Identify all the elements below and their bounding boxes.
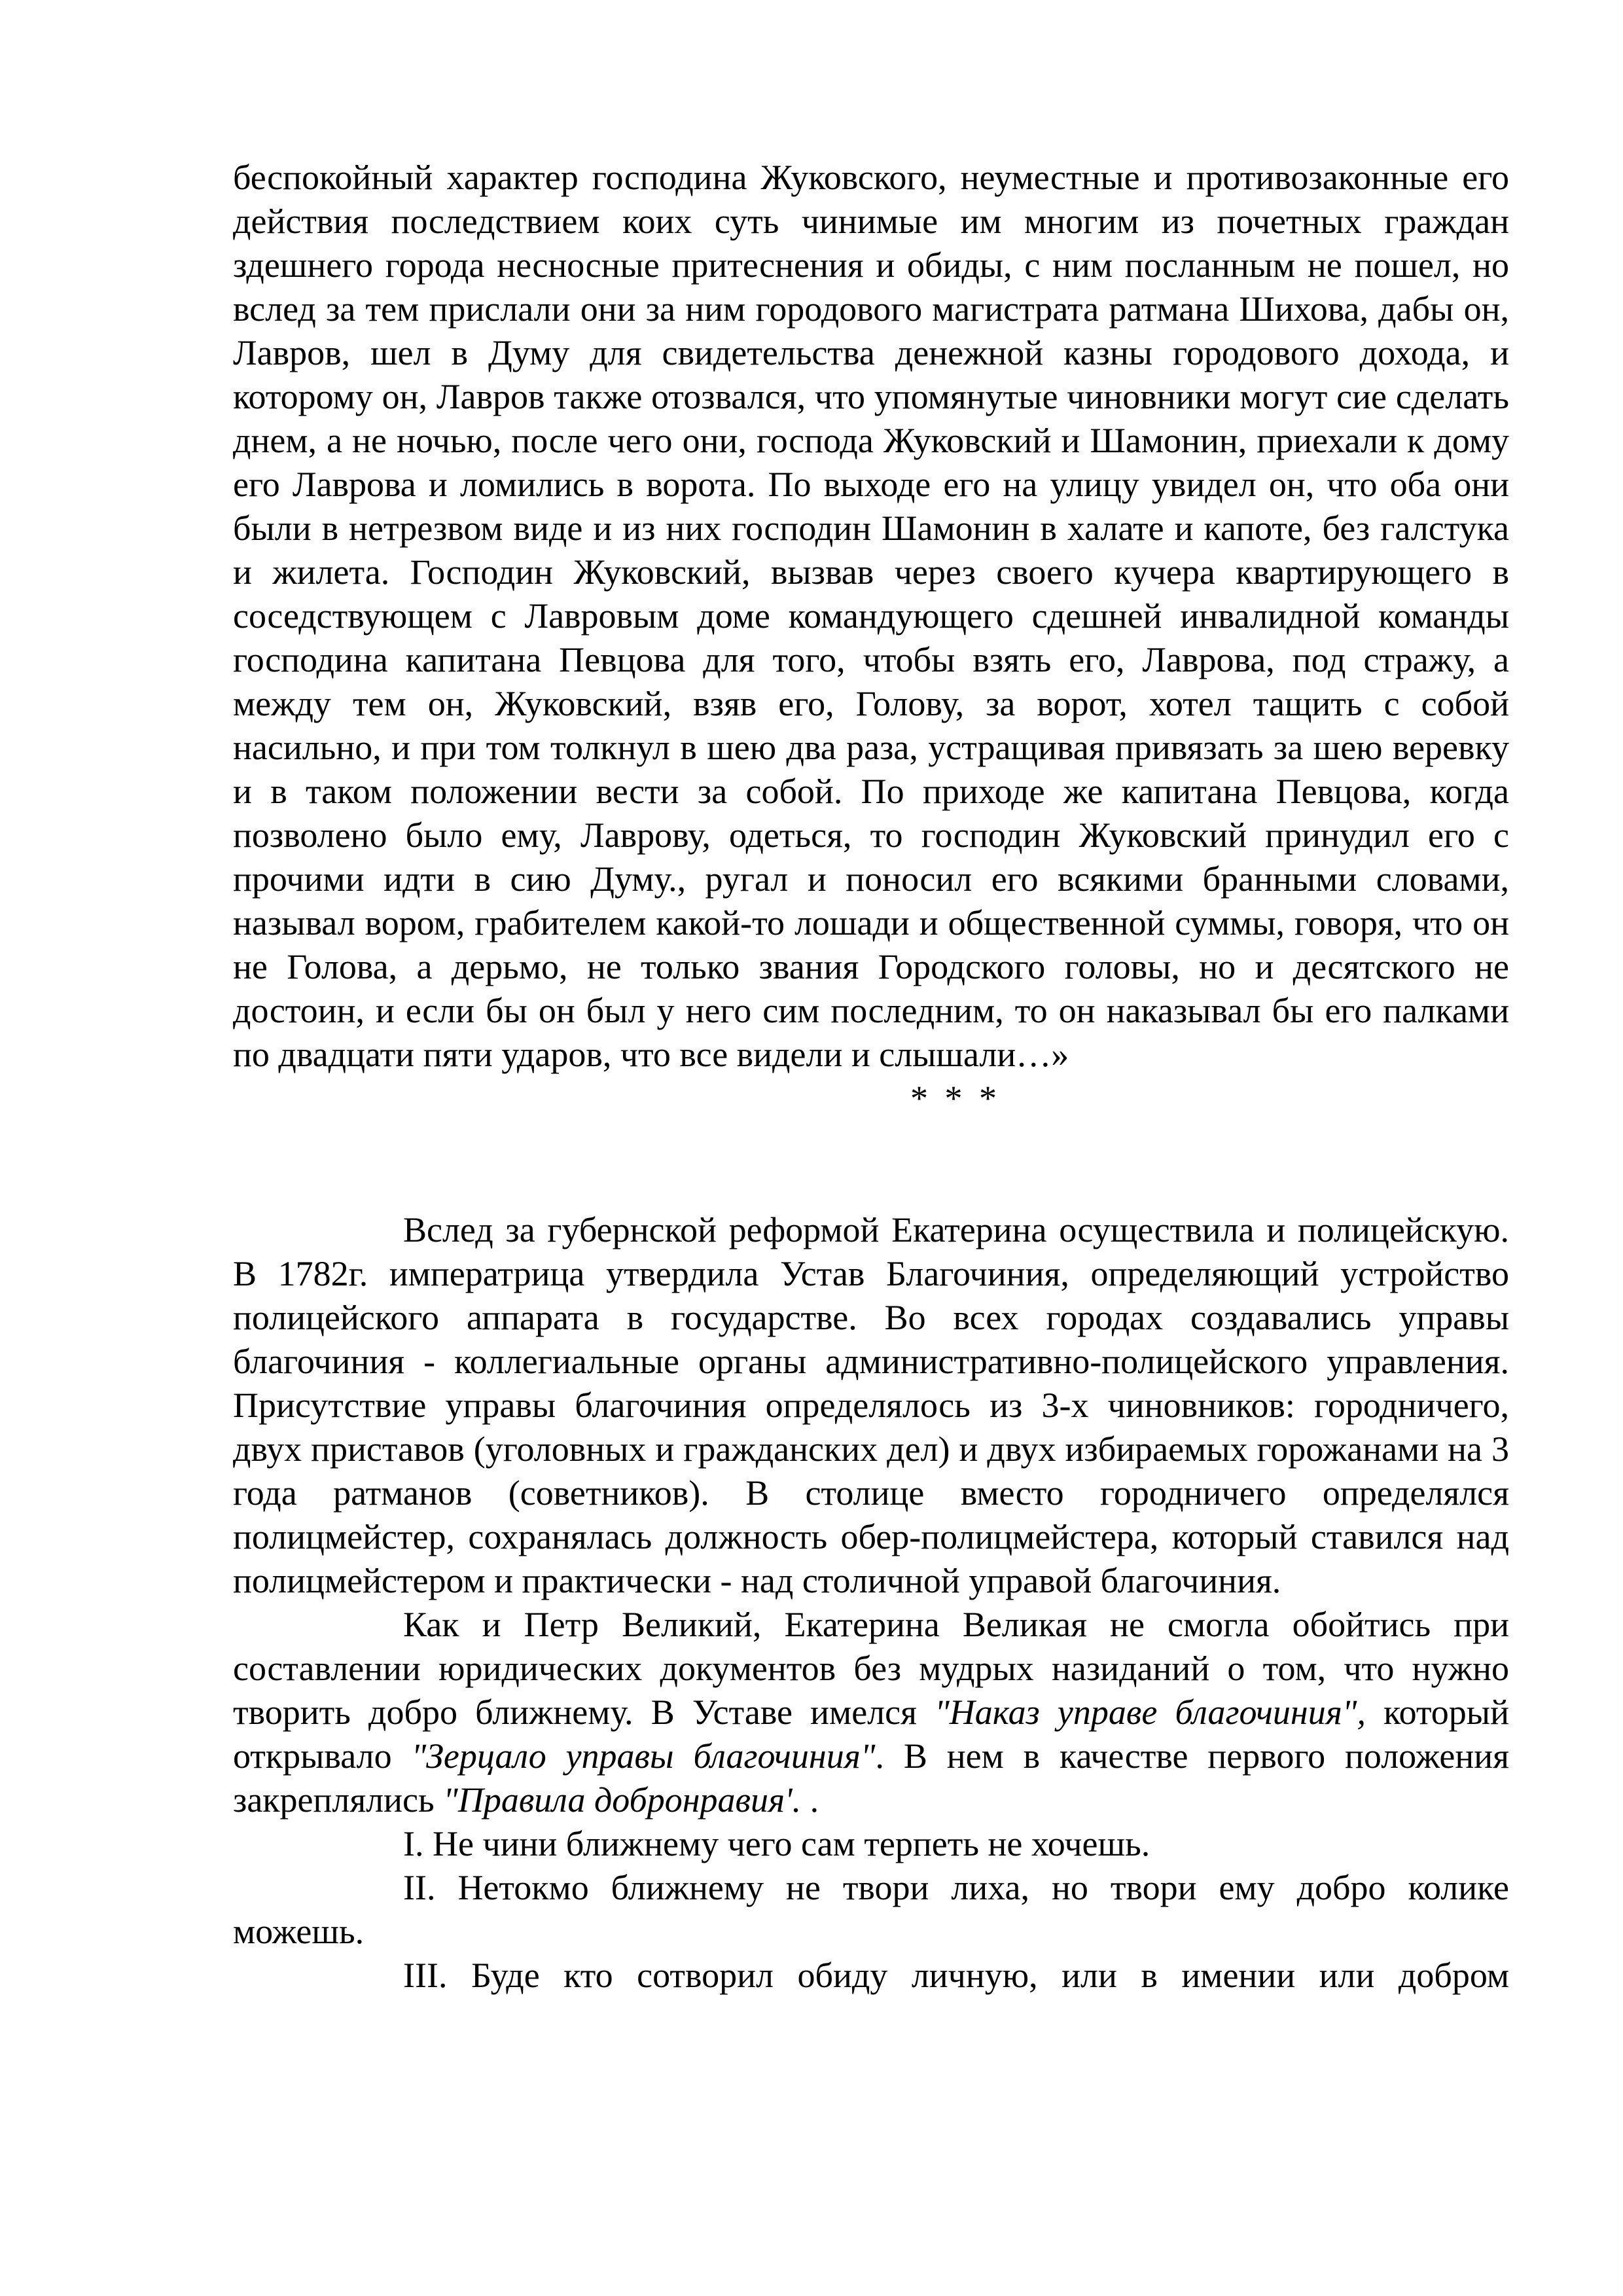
rule-3: III. Буде кто сотворил обиду личную, или в имении или добром xyxy=(403,1956,1509,1995)
pravila-title: "Правила добронравия'. xyxy=(443,1780,802,1820)
rule-2: II. Нетокмо ближнему не твори лиха, но твори ему добро колике можешь. xyxy=(233,1868,1509,1951)
section-separator: * * * xyxy=(910,1079,1001,1118)
section-gap xyxy=(233,1121,1509,1208)
rule-1: I. Не чини ближнему чего сам терпеть не хочешь. xyxy=(403,1824,1150,1863)
mirror-text-3: . В нем в качестве первого положения закреплялись xyxy=(233,1736,1509,1820)
quote-paragraph: беспокойный характер господина Жуковского, неуместные и противозаконные его действия последствием коих суть чинимые им многим из почетных граждан здешнего города несносные притеснения и обиды, с ним посланным не пошел, но вслед за тем прислали они за ним городового магистрата ратмана Шихова, дабы он, Лавров, шел в Думу для свидетельства денежной казны городового дохода, и которому он, Лавров также отозвался, что упомянутые чиновники могут сие сделать днем, а не ночью, после чего они, господа Жуковский и Шамонин, приехали к дому его Лаврова и ломились в ворота. По выходе его на улицу увидел он, что оба они были в нетрезвом виде и из них господин Шамонин в халате и капоте, без галстука и жилета. Господин Жуковский, вызвав через своего кучера квартирующего в соседствующем с Лавровым доме командующего сдешней инвалидной команды господина капитана Певцова для того, чтобы взять его, Лаврова, под стражу, а между тем он, Жуковский, взяв его, Голову, за ворот, хотел тащить с собой насильно, и при том толкнул в шею два раза, устращивая привязать за шею веревку и в таком положении вести за собой. По приходе же капитана Певцова, когда позволено было ему, Лаврову, одеться, то господин Жуковский принудил его с прочими идти в сию Думу., ругал и поносил его всякими бранными словами, называл вором, грабителем какой-то лошади и общественной суммы, говоря, что он не Голова, а дерьмо, не только звания Городского головы, но и десятского не достоин, и если бы он был у него сим последним, то он наказывал бы его палками по двадцати пяти ударов, что все видели и слышали…» xyxy=(233,158,1509,1074)
mirror-text-1: Как и Петр Великий, Екатерина Великая не смогла обойтись при составлении юридических документов без мудрых назиданий о том, что нужно творить добро ближнему. В Уставе имелся xyxy=(233,1605,1509,1732)
document-page xyxy=(233,156,1509,1998)
nakaz-title: "Наказ управе благочиния", xyxy=(935,1693,1366,1732)
police-reform-paragraph: Вслед за губернской реформой Екатерина осуществила и полицейскую. В 1782г. императрица утвердила Устав Благочиния, определяющий устройство полицейского аппарата в государстве. Во всех городах создавались управы благочиния - коллегиальные органы административно-полицейского управления. Присутствие управы благочиния определялось из 3-х чиновников: городничего, двух приставов (уголовных и гражданских дел) и двух избираемых горожанами на 3 года ратманов (советников). В столице вместо городничего определялся полицмейстер, сохранялась должность обер-полицмейстера, который ставился над полицмейстером и практически - над столичной управой благочиния. xyxy=(233,1210,1509,1600)
mirror-text-4: . xyxy=(801,1780,819,1820)
mirror-paragraph xyxy=(233,1603,1509,1822)
zertsalo-title: "Зерцало управы благочиния" xyxy=(411,1736,876,1776)
mirror-text-2: который открывало xyxy=(233,1693,1509,1776)
